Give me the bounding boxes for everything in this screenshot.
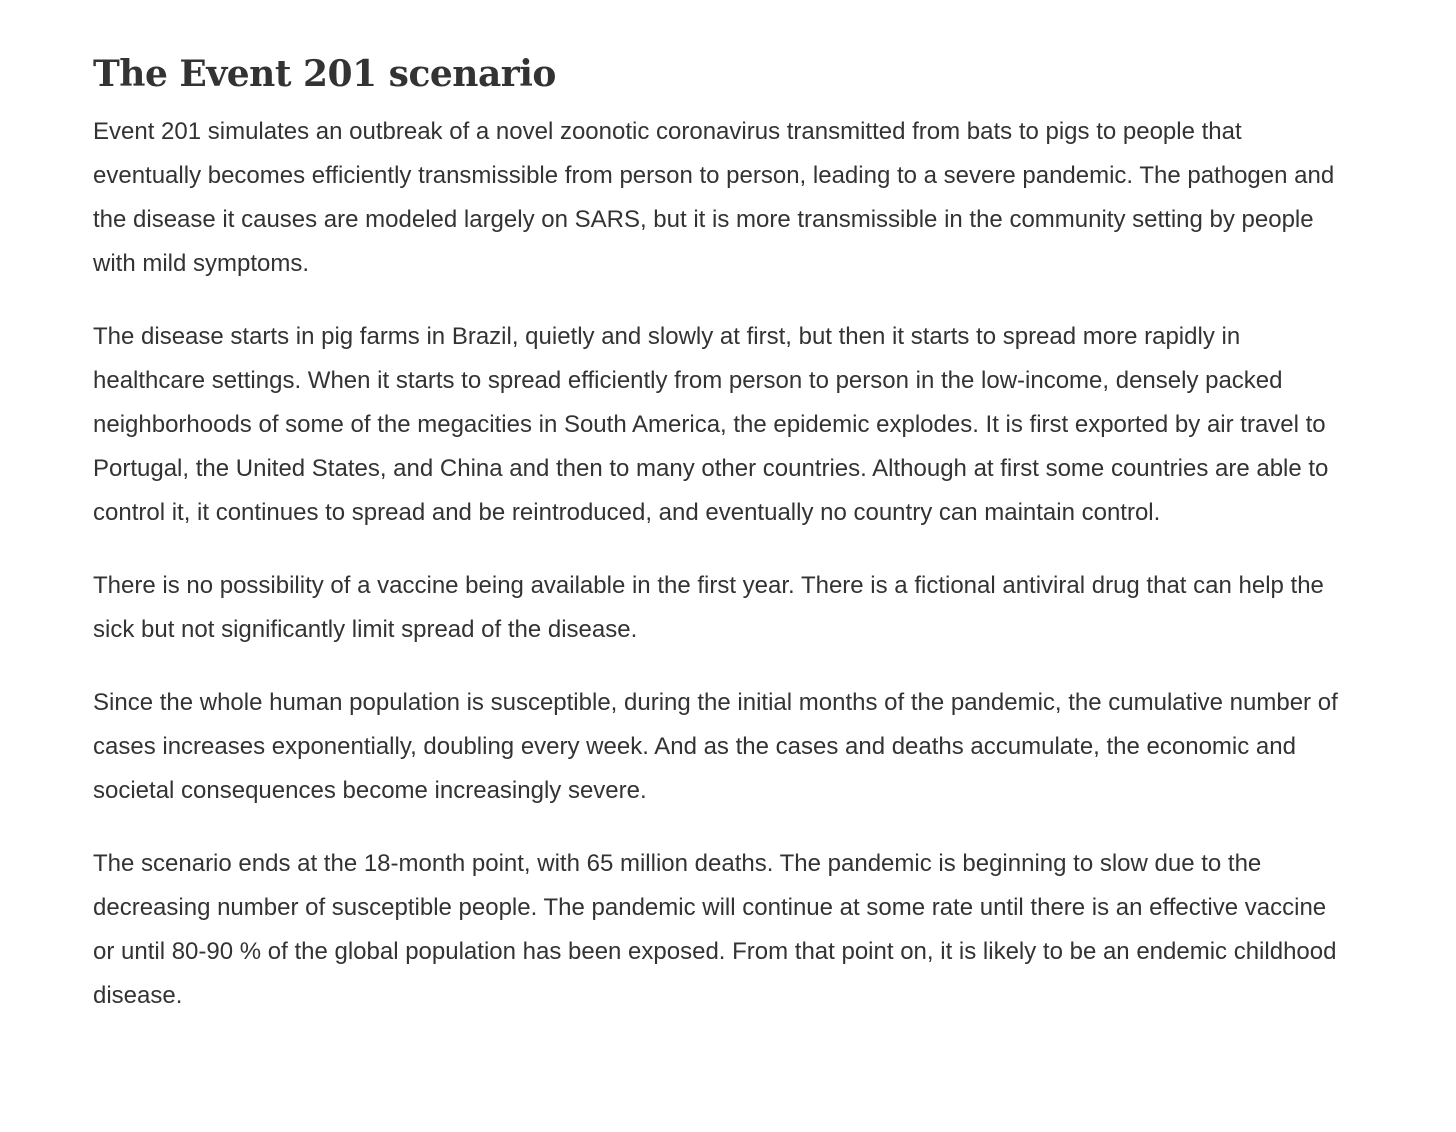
paragraph-1: Event 201 simulates an outbreak of a novel zoonotic coronavirus transmitted from bats to pigs to people that eventually becomes efficiently transmissible from person to person, leading to a severe pandemic. The pathogen and the disease it causes are modeled largely on SARS, but it is more transmissible in the community setting by people with mild symptoms. — [93, 118, 1335, 277]
article-title: The Event 201 scenario — [93, 53, 556, 95]
paragraph-2: The disease starts in pig farms in Brazil, quietly and slowly at first, but then it starts to spread more rapidly in healthcare settings. When it starts to spread efficiently from person to person in the low-income, densely packed neighborhoods of some of the megacities in South America, the epidemic explodes. It is first exported by air travel to Portugal, the United States, and China and then to many other countries. Although at first some countries are able to control it, it continues to spread and be reintroduced, and eventually no country can maintain control. — [93, 323, 1329, 526]
paragraph-3: There is no possibility of a vaccine being available in the first year. There is a fictional antiviral drug that can help the sick but not significantly limit spread of the disease. — [93, 572, 1324, 643]
article — [93, 48, 1343, 1047]
paragraph-5: The scenario ends at the 18-month point, with 65 million deaths. The pandemic is beginning to slow due to the decreasing number of susceptible people. The pandemic will continue at some rate until there is an effective vaccine or until 80-90 % of the global population has been exposed. From that point on, it is likely to be an endemic childhood disease. — [93, 850, 1337, 1009]
paragraph-4: Since the whole human population is susceptible, during the initial months of the pandemic, the cumulative number of cases increases exponentially, doubling every week. And as the cases and deaths accumulate, the economic and societal consequences become increasingly severe. — [93, 689, 1338, 804]
